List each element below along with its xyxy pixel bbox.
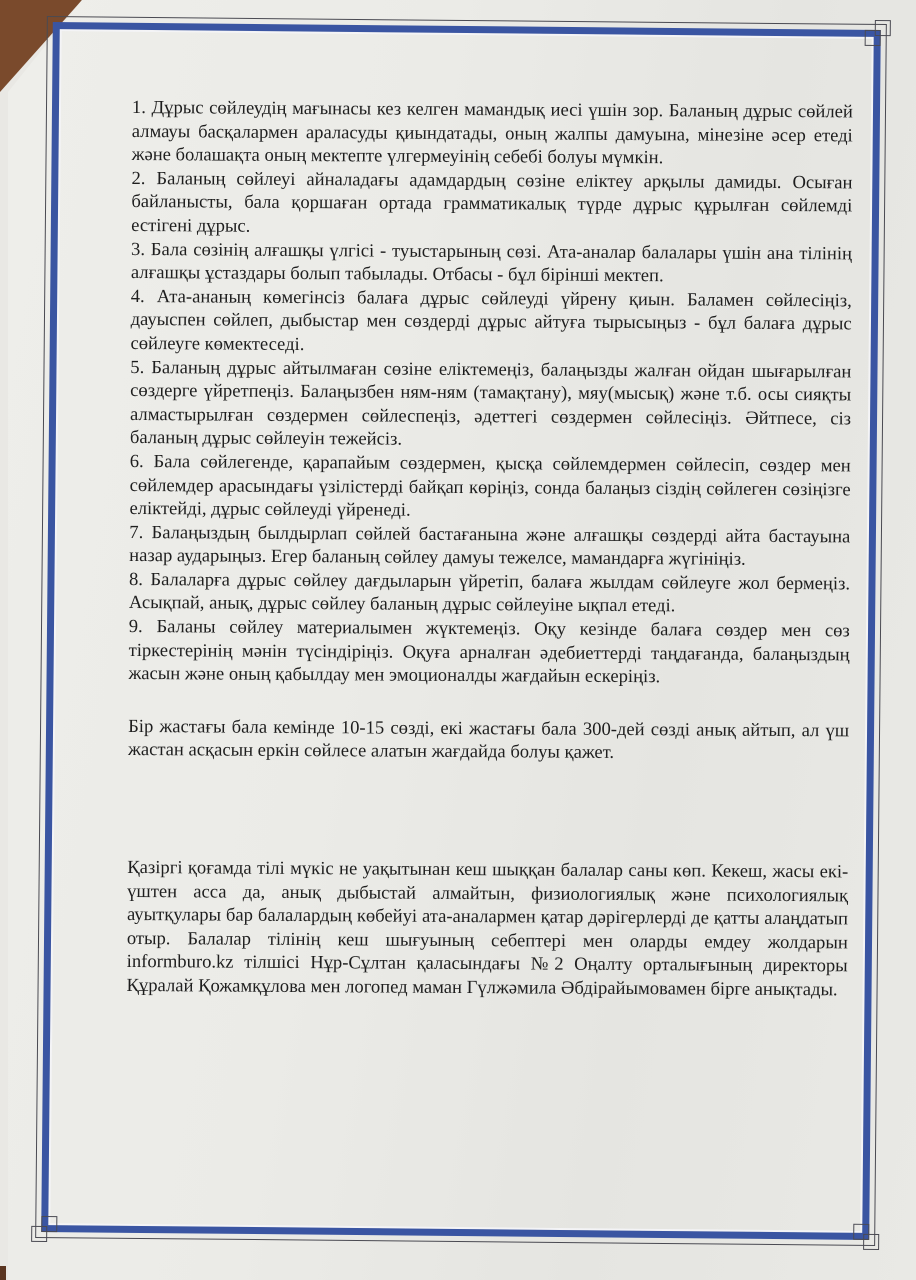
- list-item: 7. Балаңыздың былдырлап сөйлей бастағанына және алғашқы сөздерді айта бастауына назар аударыңыз. Егер баланың сөйлеу дамуы тежелсе, мамандарға жүгініңіз.: [129, 521, 851, 571]
- document-body: [126, 96, 852, 1002]
- list-item: 1. Дұрыс сөйлеудің мағынасы кез келген мамандық иесі үшін зор. Баланың дұрыс сөйлей алмауы басқалармен араласуды қиындатады, оның жалпы дамуына, мінезіне әсер етеді және болашақта оның мектепте үлгермеуінің себебі болуы мүмкін.: [131, 96, 853, 169]
- list-item: 9. Баланы сөйлеу материалымен жүктемеңіз. Оқу кезінде балаға сөздер мен сөз тіркестерінің мәнін түсіндіріңіз. Оқуға арналған әдебиеттерді таңдағанда, балаңыздың жасын және оның қабылдау мен эмоционалды жағдайын ескеріңіз.: [128, 616, 850, 688]
- corner-ornament: [865, 30, 881, 46]
- list-item: 2. Баланың сөйлеуі айналадағы адамдардың сөзіне еліктеу арқылы дамиды. Осыған байланысты, бала қоршаған ортада грамматикалық түрде дұрыс құрылған сөйлемді естігені дұрыс.: [131, 167, 853, 237]
- list-item: 6. Бала сөйлегенде, қарапайым сөздермен, қысқа сөйлемдермен сөйлесіп, сөздер мен сөйлемдер арасындағы үзілістерді байқап көріңіз, сонда балаңыз сіздің сөйлеген сөзіңізге еліктейді, дұрыс сөйлеуді үйренеді.: [129, 450, 851, 521]
- list-item: 8. Балаларға дұрыс сөйлеу дағдыларын үйретіп, балаға жылдам сөйлеуге жол бермеңіз. Асықпай, анық, дұрыс сөйлеу баланың дұрыс сөйлеуіне ықпал етеді.: [128, 568, 851, 617]
- corner-ornament: [41, 1216, 57, 1232]
- desk-edge-bottom: [0, 1266, 6, 1280]
- list-item: 3. Бала сөзінің алғашқы үлгісі - туыстарының сөзі. Ата-аналар балалары үшін ана тілінің алғашқы ұстаздары болып табылады. Отбасы - бұл бірінші мектеп.: [130, 238, 853, 287]
- spacer: [128, 686, 849, 719]
- note-paragraph: Бір жастағы бала кемінде 10-15 сөзді, екі жастағы бала 300-дей сөзді анық айтып, ал үш жастан асқасын еркін сөйлесе алатын жағдайда болуы қажет.: [127, 715, 850, 764]
- list-item: 5. Баланың дұрыс айтылмаған сөзіне еліктемеңіз, балаңызды жалған ойдан шығарылған сөздерге үйретпеңіз. Балаңызбен ням-ням (тамақтану), мяу(мысық) және т.б. осы сияқты алмастырылған сөздермен сөйлеспеңіз, әдеттегі сөздермен сөйлесіңіз. Әйтпесе, сіз баланың дұрыс сөйлеуін тежейсіз.: [129, 356, 852, 450]
- closing-paragraph: Қазіргі қоғамда тілі мүкіс не уақытынан кеш шыққан балалар саны көп. Кекеш, жасы екі-үштен асса да, анық дыбыстай алмайтын, физиологиялық және психологиялық ауытқулары бар балалардың көбейуі ата-аналармен қатар дәрігерлерді де қатты алаңдатып отыр. Балалар тілінің кеш шығуының себептері мен оларды емдеу жолдарын informburo.kz тілшісі Нұр-Сұлтан қаласындағы №2 Оңалту орталығының директоры Құралай Қожамқұлова мен логопед маман Гүлжәмила Әбдірайымовамен бірге анықтады.: [126, 857, 849, 1001]
- list-item: 4. Ата-ананың көмегінсіз балаға дұрыс сөйлеуді үйрену қиын. Баламен сөйлесіңіз, дауыспен сөйлеп, дыбыстар мен сөздерді дұрыс айтуға тырысыңыз - бұл балаға дұрыс сөйлеуге көмектеседі.: [130, 285, 852, 355]
- spacer: [127, 762, 849, 860]
- corner-ornament: [853, 1224, 869, 1240]
